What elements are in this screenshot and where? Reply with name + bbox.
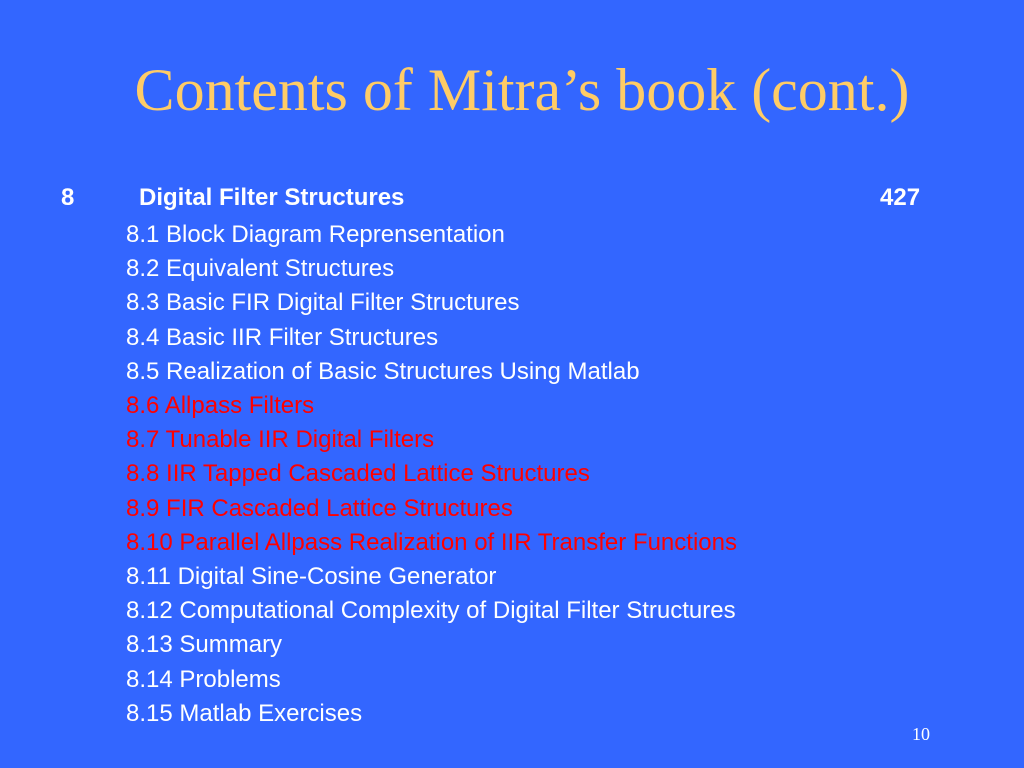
section-item: 8.2 Equivalent Structures xyxy=(126,255,395,283)
section-item: 8.10 Parallel Allpass Realization of IIR Transfer Functions xyxy=(126,528,737,556)
chapter-title: Digital Filter Structures xyxy=(139,184,405,211)
slide-title: Contents of Mitra’s book (cont.) xyxy=(134,57,910,123)
section-item: 8.4 Basic IIR Filter Structures xyxy=(126,323,439,351)
section-item: 8.8 IIR Tapped Cascaded Lattice Structures xyxy=(126,460,590,488)
section-item: 8.13 Summary xyxy=(126,631,283,659)
section-item: 8.1 Block Diagram Reprensentation xyxy=(126,221,505,248)
section-item: 8.5 Realization of Basic Structures Using Matlab xyxy=(126,357,640,385)
slide-number: 10 xyxy=(912,724,930,744)
section-item: 8.3 Basic FIR Digital Filter Structures xyxy=(126,289,520,317)
section-item: 8.12 Computational Complexity of Digital Filter Structures xyxy=(126,597,736,625)
chapter-number: 8 xyxy=(61,184,75,211)
section-list xyxy=(126,218,737,731)
chapter-page-number: 427 xyxy=(880,184,921,211)
section-item: 8.14 Problems xyxy=(126,665,281,693)
section-item: 8.11 Digital Sine-Cosine Generator xyxy=(126,563,497,591)
section-item: 8.9 FIR Cascaded Lattice Structures xyxy=(126,494,513,522)
section-item: 8.7 Tunable IIR Digital Filters xyxy=(126,426,435,454)
section-item: 8.6 Allpass Filters xyxy=(126,392,315,420)
section-item: 8.15 Matlab Exercises xyxy=(126,699,363,727)
